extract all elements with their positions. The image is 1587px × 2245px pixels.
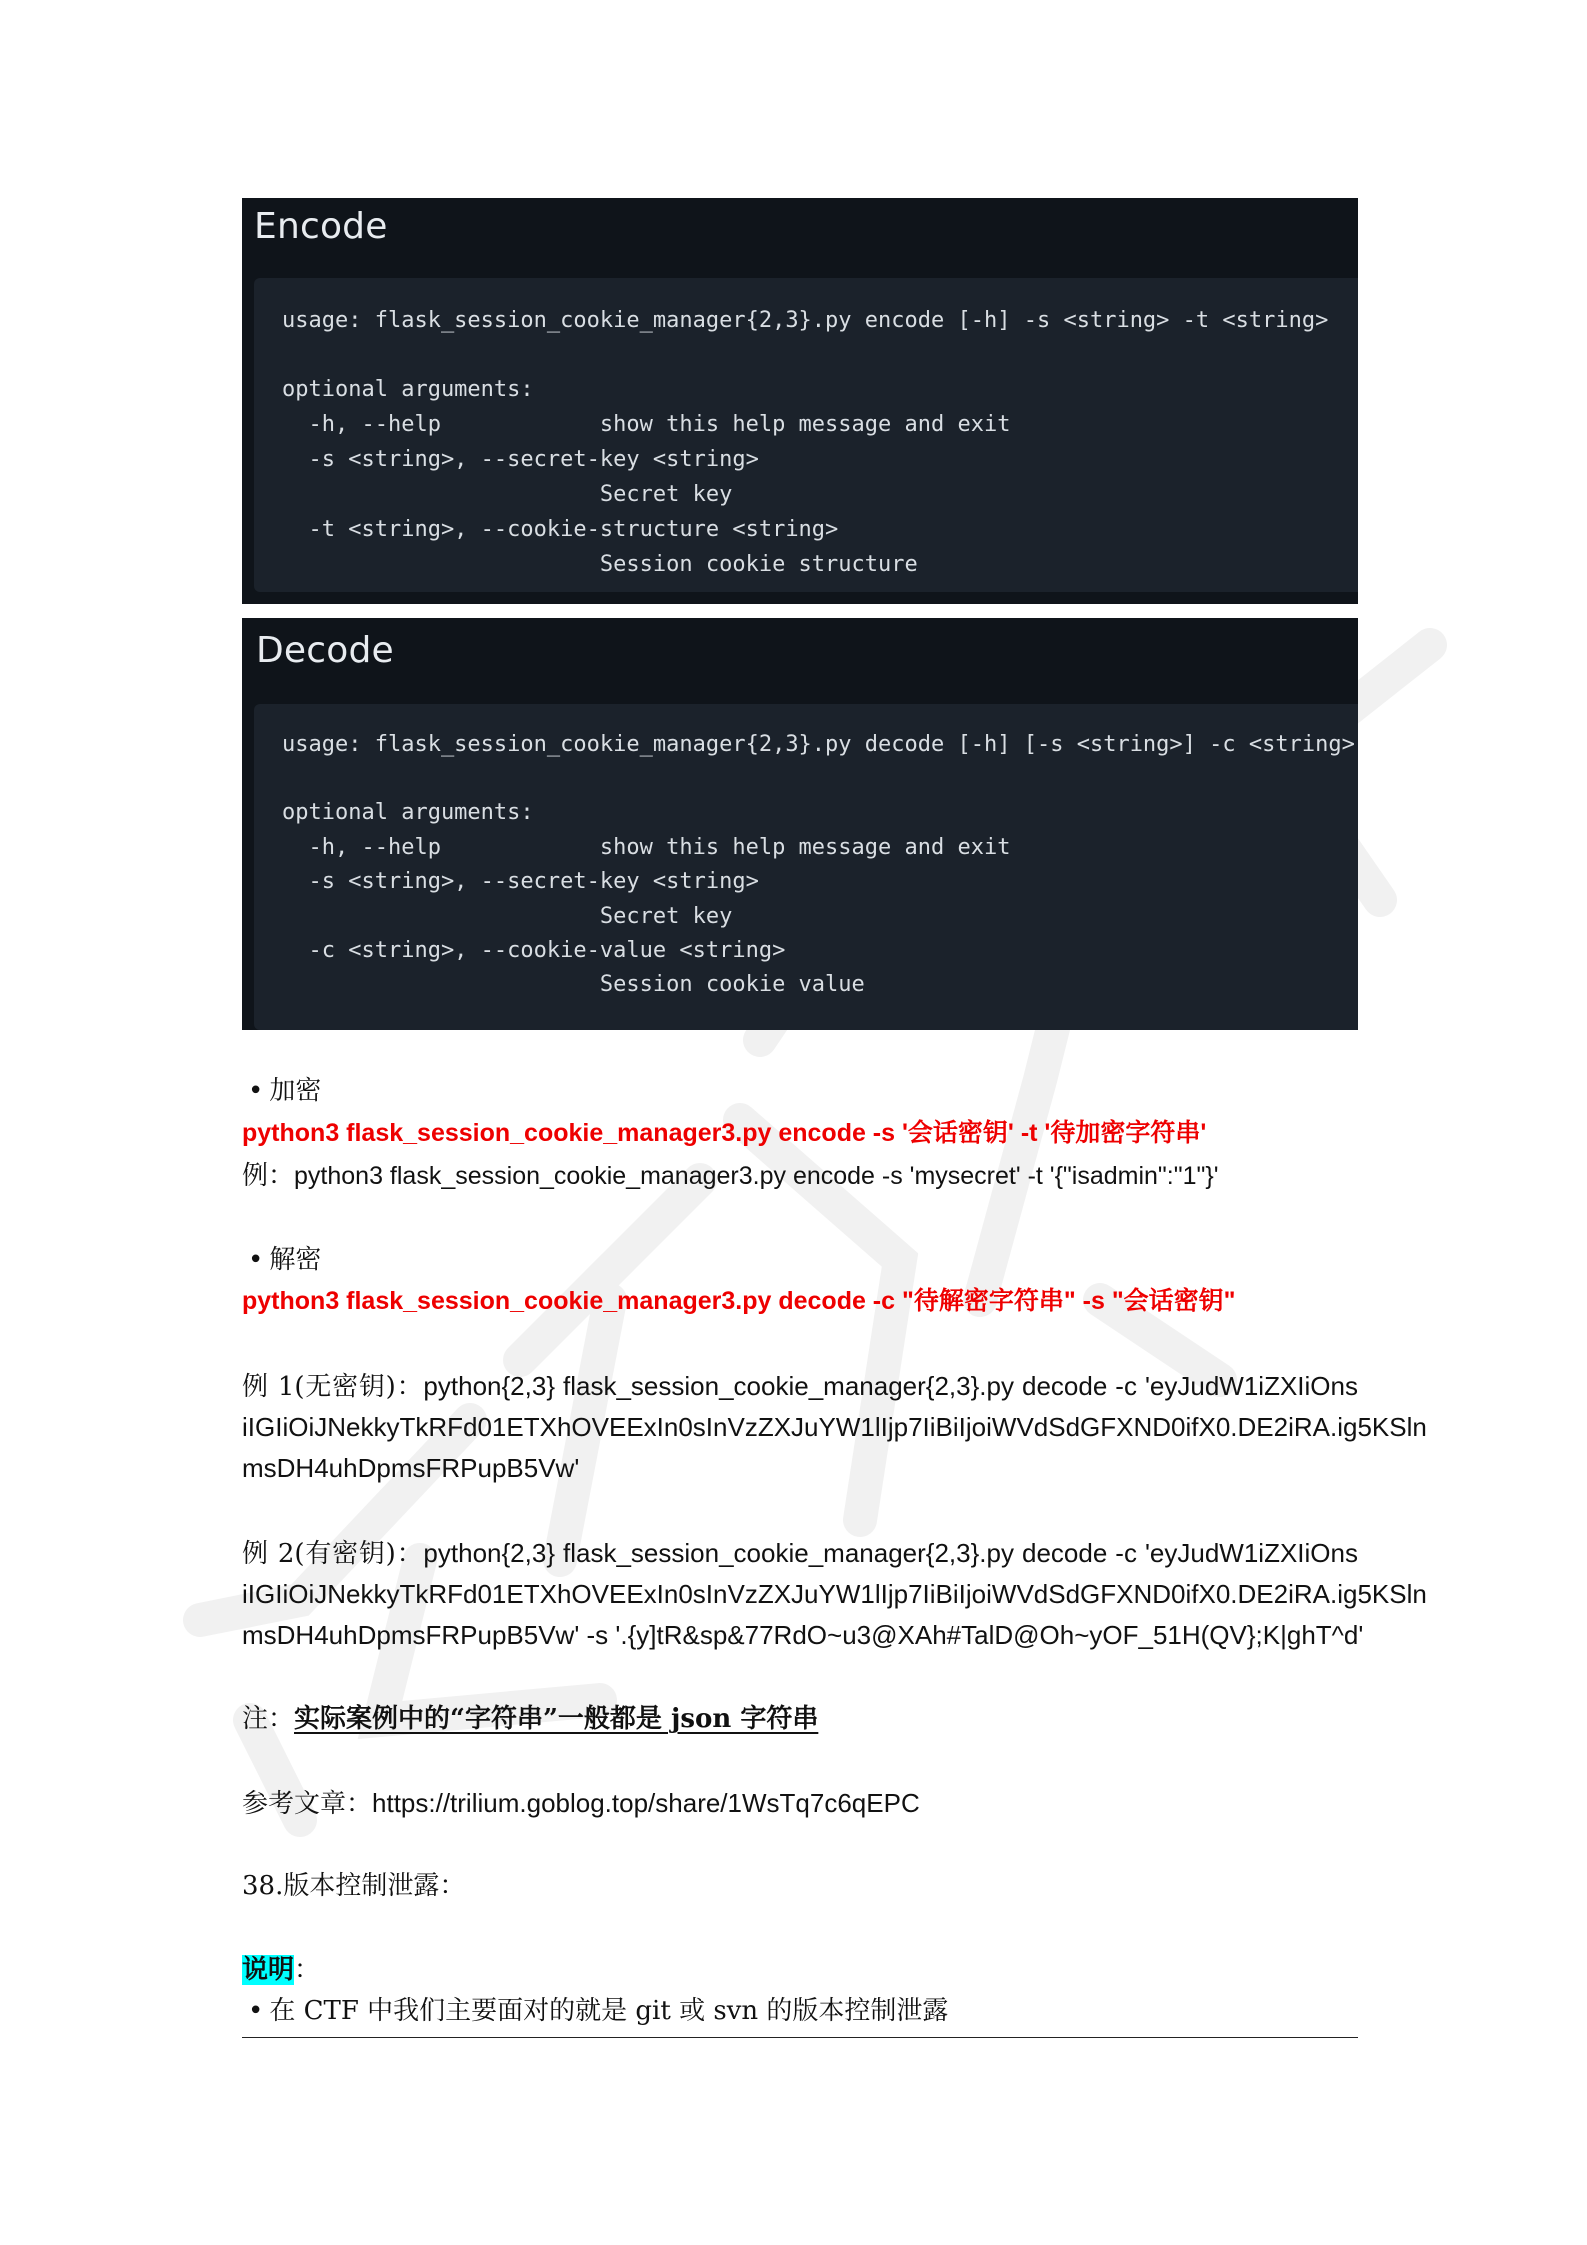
decode-panel [242, 618, 1358, 1030]
encrypt-heading [248, 1078, 321, 1104]
decrypt-example1-line1 [242, 1373, 1358, 1400]
decrypt-heading [248, 1247, 321, 1273]
code-line: optional arguments: [282, 800, 534, 825]
encode-title: Encode [254, 206, 388, 247]
encode-code-block [254, 278, 1358, 592]
encode-panel [242, 198, 1358, 604]
section-38-title: 38.版本控制泄露： [242, 1871, 466, 1901]
example1-text: python{2,3} flask_session_cookie_manager{2,3}.py decode -c 'eyJudW1iZXIiOns [423, 1371, 1358, 1401]
code-line: Session cookie value [282, 972, 865, 997]
code-line: -h, --help show this help message and exit [282, 412, 1011, 437]
encrypt-heading-text: 加密 [269, 1076, 322, 1106]
note-text: 实际案例中的“字符串”一般都是 json 字符串 [294, 1704, 819, 1734]
decrypt-command: python3 flask_session_cookie_manager3.py decode -c "待解密字符串" -s "会话密钥" [242, 1287, 1236, 1315]
example2-text: python{2,3} flask_session_cookie_manager{2,3}.py decode -c 'eyJudW1iZXIiOns [423, 1538, 1358, 1568]
explanation-heading [242, 1957, 320, 1983]
code-line: -s <string>, --secret-key <string> [282, 869, 759, 894]
code-line: -t <string>, --cookie-structure <string> [282, 517, 839, 542]
example1-label: 例 1(无密钥)： [242, 1372, 424, 1402]
code-line: -c <string>, --cookie-value <string> [282, 938, 786, 963]
decrypt-example2-line1 [242, 1540, 1358, 1567]
decrypt-heading-text: 解密 [269, 1245, 322, 1275]
decrypt-example1-line3: msDH4uhDpmsFRPupB5Vw' [242, 1453, 580, 1483]
encrypt-command: python3 flask_session_cookie_manager3.py encode -s '会话密钥' -t '待加密字符串' [242, 1119, 1207, 1147]
code-line: -h, --help show this help message and exit [282, 835, 1011, 860]
bullet: • [248, 1996, 264, 2026]
code-line: Session cookie structure [282, 552, 918, 577]
note [242, 1706, 818, 1732]
example2-label: 例 2(有密钥)： [242, 1539, 424, 1569]
explanation-text: 在 CTF 中我们主要面对的就是 git 或 svn 的版本控制泄露 [269, 1996, 949, 2026]
code-line: usage: flask_session_cookie_manager{2,3}.py decode [-h] [-s <string>] -c <string> [282, 732, 1355, 757]
decrypt-example2-line2: iIGIiOiJNekkyTkRFd01ETXhOVEExIn0sInVzZXJuYW1lIjp7IiBiIjoiWVdSdGFXND0ifX0.DE2iRA.ig5KSln [242, 1579, 1427, 1609]
reference-label: 参考文章： [242, 1789, 373, 1819]
encrypt-example [242, 1163, 1219, 1189]
reference-link[interactable]: https://trilium.goblog.top/share/1WsTq7c6qEPC [372, 1788, 920, 1818]
code-line: optional arguments: [282, 377, 534, 402]
decode-title: Decode [256, 630, 394, 671]
explanation-label: 说明 [242, 1955, 295, 1985]
explanation-colon: ： [294, 1955, 321, 1985]
code-line: -s <string>, --secret-key <string> [282, 447, 759, 472]
reference [242, 1790, 920, 1817]
encrypt-example-text: python3 flask_session_cookie_manager3.py encode -s 'mysecret' -t '{"isadmin":"1"}' [294, 1162, 1219, 1190]
footer-rule [242, 2037, 1358, 2038]
decrypt-example1-line2: iIGIiOiJNekkyTkRFd01ETXhOVEExIn0sInVzZXJuYW1lIjp7IiBiIjoiWVdSdGFXND0ifX0.DE2iRA.ig5KSln [242, 1412, 1427, 1442]
bullet: • [248, 1245, 264, 1275]
code-line: Secret key [282, 904, 733, 929]
explanation-item [248, 1998, 948, 2024]
decrypt-example2-line3: msDH4uhDpmsFRPupB5Vw' -s '.{y]tR&sp&77RdO~u3@XAh#TalD@Oh~yOF_51H(QV};K|ghT^d' [242, 1620, 1364, 1650]
decode-code-block [254, 704, 1358, 1030]
bullet: • [248, 1076, 264, 1106]
note-label: 注： [242, 1704, 295, 1734]
code-line: usage: flask_session_cookie_manager{2,3}.py encode [-h] -s <string> -t <string> [282, 308, 1329, 333]
example-label: 例： [242, 1161, 295, 1191]
code-line: Secret key [282, 482, 733, 507]
